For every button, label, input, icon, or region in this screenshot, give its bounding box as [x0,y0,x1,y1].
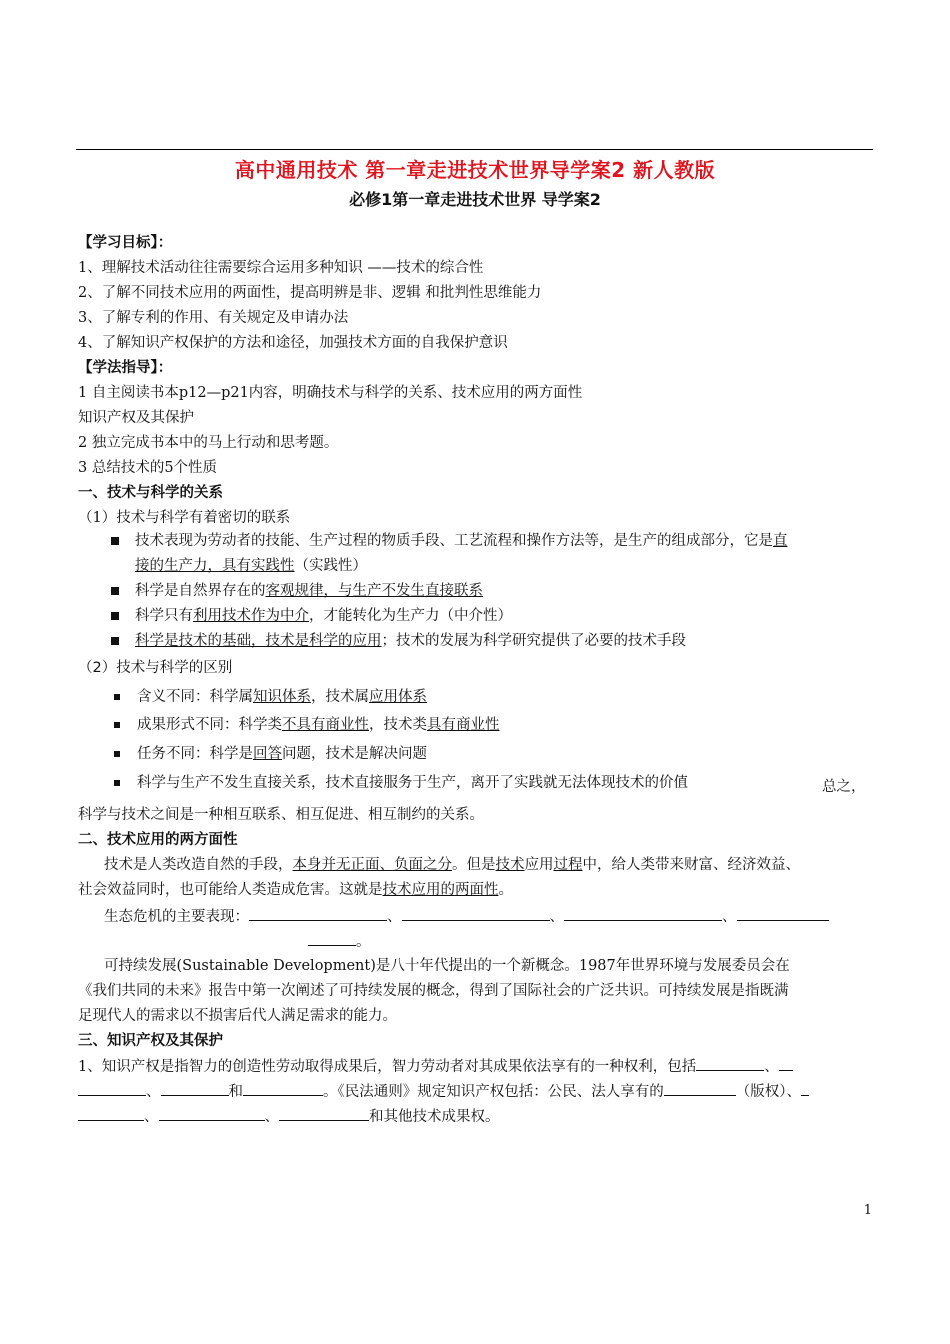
section2-paragraph-line: 社会效益同时，也可能给人类造成危害。这就是技术应用的两面性。 [78,882,513,898]
bullet-square-icon [114,694,120,700]
section1-summary: 科学与技术之间是一种相互联系、相互促进、相互制约的关系。 [78,807,484,823]
bullet-line: 科学只有利用技术作为中介，才能转化为生产力（中介性） [135,608,512,624]
document-subtitle: 必修1第一章走进技术世界 导学案2 [349,190,601,209]
bullet-square-icon [114,780,120,786]
eco-crisis-line: 生态危机的主要表现： 、 、 、 [104,906,829,927]
fill-blank[interactable] [402,906,550,921]
bullet-square-icon [114,751,120,757]
fill-blank[interactable] [308,931,356,946]
bullet-square-icon [114,722,120,728]
bullet-square-icon [111,612,119,620]
method-item: 知识产权及其保护 [78,410,194,426]
eco-crisis-line-end: 。 [308,931,371,952]
section1-sub2: （2）技术与科学的区别 [78,660,233,676]
bullet-line: 科学是技术的基础，技术是科学的应用；技术的发展为科学研究提供了必要的技术手段 [135,633,686,649]
goal-item: 4、了解知识产权保护的方法和途径，加强技术方面的自我保护意识 [78,335,508,351]
goal-item: 3、了解专利的作用、有关规定及申请办法 [78,310,349,326]
document-title: 高中通用技术 第一章走进技术世界导学案2 新人教版 [234,158,716,182]
section2-heading: 二、技术应用的两方面性 [78,832,238,848]
section2-paragraph-line: 技术是人类改造自然的手段，本身并无正面、负面之分。但是技术应用过程中，给人类带来财富、经济效益、 [104,857,800,873]
fill-blank[interactable] [161,1081,229,1096]
fill-blank[interactable] [159,1106,265,1121]
method-item: 2 独立完成书本中的马上行动和思考题。 [78,435,339,451]
top-rule [76,149,873,150]
difference-line: 含义不同：科学属知识体系，技术属应用体系 [137,689,427,705]
sustainable-paragraph-line: 《我们共同的未来》报告中第一次阐述了可持续发展的概念，得到了国际社会的广泛共识。可持续发展是指既满 [78,983,789,999]
summary-lead: 总之， [822,779,866,795]
difference-line: 科学与生产不发生直接关系，技术直接服务于生产，离开了实践就无法体现技术的价值 [137,775,688,791]
ip-line: 、 、 和其他技术成果权。 [78,1106,500,1127]
bullet-square-icon [111,537,119,545]
fill-blank[interactable] [249,906,387,921]
ip-line: 1、知识产权是指智力的创造性劳动取得成果后，智力劳动者对其成果依法享有的一种权利，包括 、 [78,1056,793,1077]
bullet-square-icon [111,637,119,645]
method-item: 3 总结技术的5个性质 [78,460,218,476]
fill-blank[interactable] [801,1081,809,1096]
fill-blank[interactable] [243,1081,323,1096]
difference-line: 任务不同：科学是回答问题，技术是解决问题 [137,746,427,762]
sustainable-paragraph-line: 足现代人的需求以不损害后代人满足需求的能力。 [78,1008,397,1024]
fill-blank[interactable] [664,1081,736,1096]
fill-blank[interactable] [78,1081,146,1096]
fill-blank[interactable] [564,906,722,921]
fill-blank[interactable] [779,1056,793,1071]
goal-item: 2、了解不同技术应用的两面性，提高明辨是非、逻辑 和批判性思维能力 [78,285,542,301]
page-number: 1 [863,1203,872,1218]
fill-blank[interactable] [737,906,829,921]
bullet-square-icon [111,587,119,595]
method-heading: 【学法指导】： [78,360,173,376]
method-item: 1 自主阅读书本p12—p21内容，明确技术与科学的关系、技术应用的两方面性 [78,385,583,401]
section1-sub1: （1）技术与科学有着密切的联系 [78,510,291,526]
goals-heading: 【学习目标】： [78,235,173,251]
fill-blank[interactable] [78,1106,144,1121]
bullet-line: 技术表现为劳动者的技能、生产过程的物质手段、工艺流程和操作方法等，是生产的组成部分，它是直 [135,533,788,549]
bullet-line-continued: 接的生产力，具有实践性（实践性） [135,558,367,574]
difference-line: 成果形式不同：科学类不具有商业性，技术类具有商业性 [137,717,500,733]
fill-blank[interactable] [279,1106,369,1121]
sustainable-paragraph-line: 可持续发展(Sustainable Development)是八十年代提出的一个新概念。1987年世界环境与发展委员会在 [104,958,790,974]
ip-line: 、 和 。《民法通则》规定知识产权包括：公民、法人享有的 （版权）、 [78,1081,809,1102]
section3-heading: 三、知识产权及其保护 [78,1033,223,1049]
section1-heading: 一、技术与科学的关系 [78,485,223,501]
bullet-line: 科学是自然界存在的客观规律，与生产不发生直接联系 [135,583,483,599]
goal-item: 1、理解技术活动往往需要综合运用多种知识 ——技术的综合性 [78,260,484,276]
fill-blank[interactable] [696,1056,764,1071]
